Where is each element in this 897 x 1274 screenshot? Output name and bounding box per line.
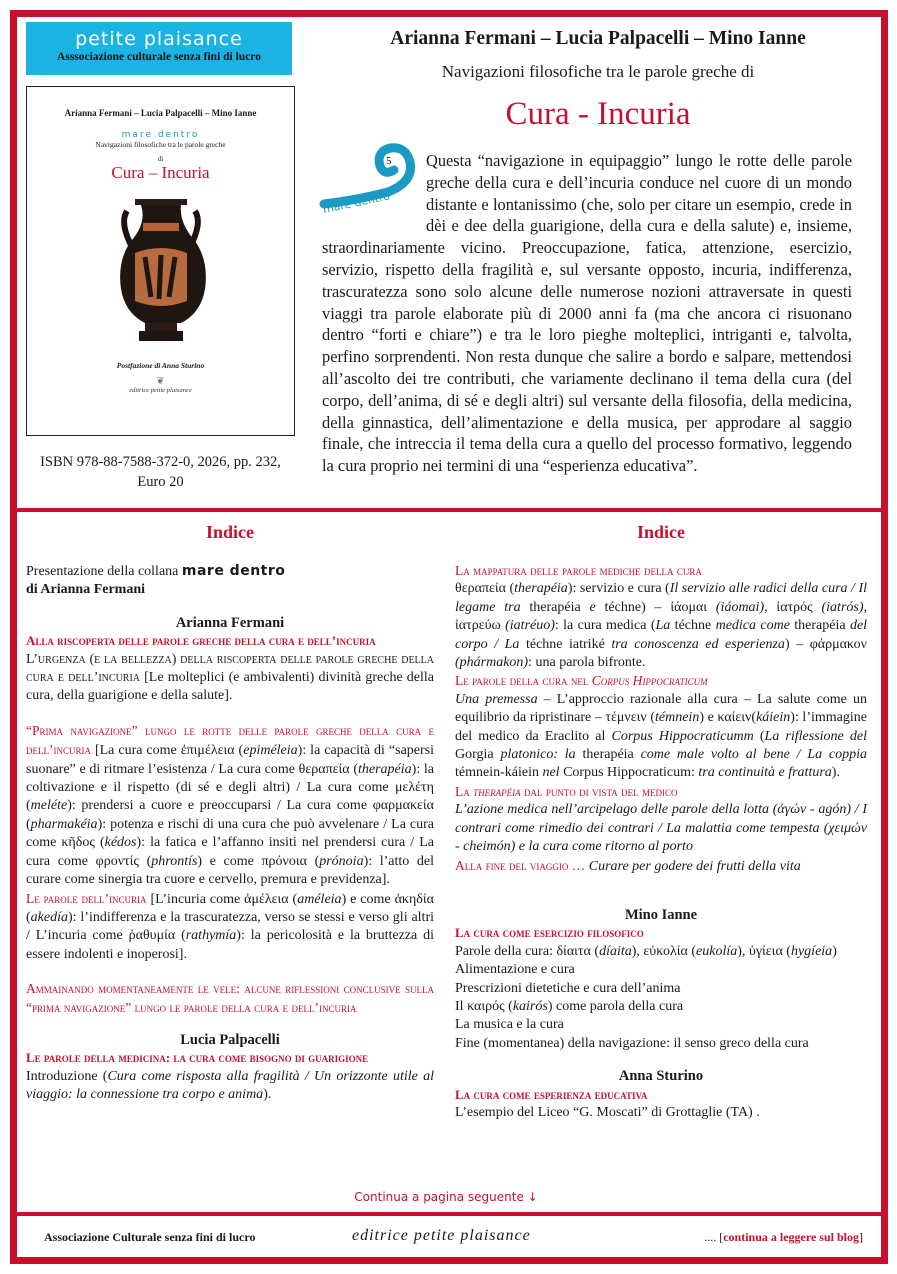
index-right: [455, 520, 867, 1122]
chapter-entry[interactable]: La musica e la cura: [455, 1017, 564, 1033]
transliteration: phrontís: [151, 853, 198, 869]
author-heading: Anna Sturino: [618, 1068, 704, 1085]
chapter-title: “Prima navigazione” lungo le rotte delle parole greche della cura e dell’incuria: [26, 722, 434, 758]
chapter-entry[interactable]: Alimentazione e cura: [455, 962, 575, 978]
presentation-author: di Arianna Fermani: [26, 582, 146, 598]
cover-di: di: [157, 155, 164, 163]
greek-term: μελέτη: [395, 780, 434, 796]
vase-icon: [105, 191, 217, 351]
book-cover[interactable]: [26, 86, 295, 436]
book-title: Cura - Incuria: [505, 96, 691, 132]
chapter-entry[interactable]: Introduzione (Cura come risposta alla fragilità / Un orizzonte utile al viaggio: la connessione tra corpo e anima).: [26, 1068, 434, 1103]
cover-series: mare dentro: [121, 130, 200, 140]
transliteration: díaita: [599, 943, 632, 959]
transliteration: meléte: [30, 798, 68, 814]
chapter-entry[interactable]: [26, 722, 434, 890]
cover-publisher: editrice petite plaisance: [129, 387, 192, 394]
chapter-text: [L’incuria come ἀμέλεια (améleia) e come ἀκηδία (akedía): l’indifferenza e la trascuratezza, verso se stessi e verso gli altri / L’incuria come ῥαθυμία (rathymía): la pericolosità e la bruttezza di essere indolenti e inoperosi].: [26, 891, 434, 962]
greek-term: φαρμακεία: [372, 798, 434, 814]
badge-series: mare dentro: [321, 189, 391, 214]
abstract-text: Questa “navigazione in equipaggio” lungo le rotte delle parole greche della cura e dell’incuria conduce nel cuore di un mondo distante e lontanissimo (che, solo per citare un esempio, crede in dèi e dee della guarigione, della cura e della salute) e, insieme, straordinariamente vicino. Preoccupazione, fatica, attenzione, esercizio, servizio, rispetto della fragilità e, sul versante opposto, incuria, indifferenza, trascuratezza sono solo alcune delle numerose nozioni attraversate in questi viaggi tra parole elaborate più di 2000 anni fa (ma che ancora ci risuonano dentro “forti e chiare”) e tra le loro pieghe molteplici, intriganti e, talvolta, perfino sorprendenti. Non resta dunque che salire a bordo e salpare, mettendosi all’ascolto dei tre contributi, che variamente declinano il tema della cura (del corpo, dell’anima, di sé e degli altri) sul versante della filosofia, della medicina, della ginnastica, dell’alimentazione e della musica, per approdare al saggio finale, che intreccia il tema della cura a quello del processo formativo, leggendo la cura proprio nei termini di una “esperienza educativa”.: [322, 151, 852, 476]
chapter-entry[interactable]: Prescrizioni dietetiche e cura dell’anima: [455, 980, 681, 996]
chapter-title[interactable]: La cura come esercizio filosofico: [455, 925, 644, 941]
footer-blog: .... [continua a leggere sul blog]: [704, 1230, 863, 1244]
greek-term: ῥαθυμία: [128, 928, 176, 944]
publisher-logo[interactable]: [26, 22, 292, 75]
footer-association: Associazione Culturale senza fini di lucro: [44, 1230, 256, 1244]
isbn-info: [26, 452, 295, 492]
chapter-entry[interactable]: θεραπεία (therapéia): servizio e cura (Il servizio alle radici della cura / Il legame tra therapéia e téchne) – ἰάομαι (iáomai), ἰατρός (iatrós), ἰατρεύω (iatréuo): la cura medica (La téchne medica come therapéia del corpo / La téchne iatriké tra conoscenza ed esperienza) – φάρμακον (phármakon): una parola bifronte.: [455, 581, 868, 671]
abstract: [322, 150, 852, 477]
logo-brand: petite plaisance: [75, 28, 243, 50]
greek-term: ὑγίεια: [748, 943, 783, 959]
chapter-entry[interactable]: [26, 890, 434, 965]
greek-term: δίαιτα: [556, 943, 591, 959]
book-authors: Arianna Fermani – Lucia Palpacelli – Mino Ianne: [390, 28, 806, 49]
chapter-entry[interactable]: Una premessa – L’approccio razionale alla cura – La salute come un equilibrio da ripristinare – τέμνειν (témnein) e καίειν(káiein): l’immagine del medico da Eraclito al Corpus Hippocraticumm (La riflessione del Gorgia platonico: la therapéia come male volto al bene / La coppia témnein-káiein nel Corpus Hippocraticum: tra continuità e frattura).: [455, 691, 868, 781]
greek-term: ἐπιμέλεια: [180, 743, 235, 759]
series-name: mare dentro: [181, 563, 286, 579]
chapter-title[interactable]: Ammainando momentaneamente le vele: alcune riflessioni conclusive sulla “prima navigazione” lungo le parole della cura e dell’incuria: [26, 981, 434, 1015]
chapter-entry[interactable]: L’esempio del Liceo “G. Moscati” di Grottaglie (TA) .: [455, 1104, 760, 1120]
greek-term: φροντίς: [95, 853, 139, 869]
price-line: Euro 20: [137, 474, 184, 490]
greek-term: θεραπεία: [298, 761, 350, 777]
chapter-title[interactable]: Le parole della medicina: la cura come bisogno di guarigione: [26, 1050, 369, 1066]
arrow-down-icon: ↓: [527, 1190, 538, 1204]
transliteration: kédos: [104, 835, 137, 851]
transliteration: rathymía: [185, 928, 237, 944]
footer-publisher: editrice petite plaisance: [352, 1227, 531, 1244]
author-heading: Mino Ianne: [624, 906, 698, 923]
greek-term: ἀκηδία: [394, 891, 434, 907]
cover-title: Cura – Incuria: [111, 163, 210, 182]
chapter-title[interactable]: La cura come esperienza educativa: [455, 1086, 648, 1102]
chapter-title[interactable]: La therapéia dal punto di vista del medico: [455, 783, 678, 799]
chapter-title[interactable]: Alla riscoperta delle parole greche della cura e dell’incuria: [26, 633, 376, 649]
transliteration: akedía: [30, 909, 68, 925]
index-heading: Indice: [205, 522, 254, 542]
chapter-title: Le parole dell’incuria: [26, 890, 147, 906]
presentation-entry[interactable]: Presentazione della collana mare dentro di Arianna Fermani: [26, 563, 286, 598]
transliteration: epiméleia: [243, 743, 298, 759]
chapter-entry[interactable]: Il καιρός (kairós) come parola della cura: [455, 998, 684, 1014]
chapter-text: [La cura come ἐπιμέλεια (epiméleia): la capacità di “sapersi suonare” e di ritmare l’esistenza / La cura come θεραπεία (therapéia): la coltivazione e il rispetto (di sé e degli altri) / La cura come μελέτη (meléte): prendersi a cuore e preoccuparsi / La cura come φαρμακεία (pharmakéia): potenza e rischi di una cura che può avvelenare / La cura come κῆδος (kédos): la fatica e l’affanno insiti nel prendersi cura / La cura come φροντίς (phrontís) e come πρόνοια (prónoia): l’atto del curare come sinergia tra cuore e cervello, premura e previdenza].: [26, 743, 435, 888]
greek-term: εὐκολία: [643, 943, 688, 959]
isbn-line: ISBN 978-88-7588-372-0, 2026, pp. 232,: [40, 454, 281, 470]
chapter-title[interactable]: La mappatura delle parole mediche della cura: [455, 563, 702, 578]
author-heading: Lucia Palpacelli: [180, 1031, 280, 1048]
transliteration: hygíeia: [790, 943, 833, 959]
cover-authors: Arianna Fermani – Lucia Palpacelli – Mino Ianne: [64, 108, 257, 118]
index-left: [26, 520, 434, 1105]
transliteration: améleia: [297, 891, 342, 907]
transliteration: prónoia: [319, 853, 364, 869]
logo-subtitle: Asssociazione culturale senza fini di lucro: [57, 51, 261, 63]
greek-term: κῆδος: [61, 835, 95, 851]
badge-number: 5: [386, 155, 392, 167]
read-on-blog-link[interactable]: continua a leggere sul blog: [723, 1230, 859, 1244]
author-heading: Arianna Fermani: [175, 614, 285, 631]
greek-term: ἀμέλεια: [244, 891, 289, 907]
index-heading: Indice: [636, 522, 685, 542]
chapter-entry[interactable]: L’urgenza (e la bellezza) della riscoperta delle parole greche della cura e dell’incuria [Le molteplici (e ambivalenti) divinità greche della cura, della guarigione e della salute].: [26, 651, 434, 704]
transliteration: eukolía: [696, 943, 738, 959]
vase-image: [105, 191, 217, 351]
cover-subtitle: Navigazioni filosofiche tra le parole greche: [95, 140, 226, 149]
book-subtitle: Navigazioni filosofiche tra le parole greche di: [441, 62, 755, 81]
transliteration: pharmakéia: [30, 816, 98, 832]
chapter-entry[interactable]: L’azione medica nell’arcipelago delle parole della lotta (ἀγών - agón) / I contrari come rimedio dei contrari / La malattia come tempesta (χειμών - cheimón) e la cura come ritorno al porto: [455, 802, 867, 855]
transliteration: therapéia: [358, 761, 412, 777]
greek-term: πρόνοια: [261, 853, 307, 869]
chapter-entry[interactable]: Alla fine del viaggio … Curare per godere dei frutti della vita: [455, 857, 801, 874]
chapter-title[interactable]: Le parole della cura nel Corpus Hippocraticum: [455, 673, 708, 689]
chapter-entry[interactable]: Parole della cura: δίαιτα (díaita), εὐκολία (eukolía), ὑγίεια (hygíeia): [455, 943, 837, 959]
cover-postfazione: Postfazione di Anna Sturino: [116, 361, 205, 370]
continue-next-page-link[interactable]: Continua a pagina seguente ↓: [354, 1190, 538, 1204]
feather-icon: ❦: [156, 376, 165, 387]
chapter-entry[interactable]: Fine (momentanea) della navigazione: il senso greco della cura: [455, 1035, 809, 1051]
